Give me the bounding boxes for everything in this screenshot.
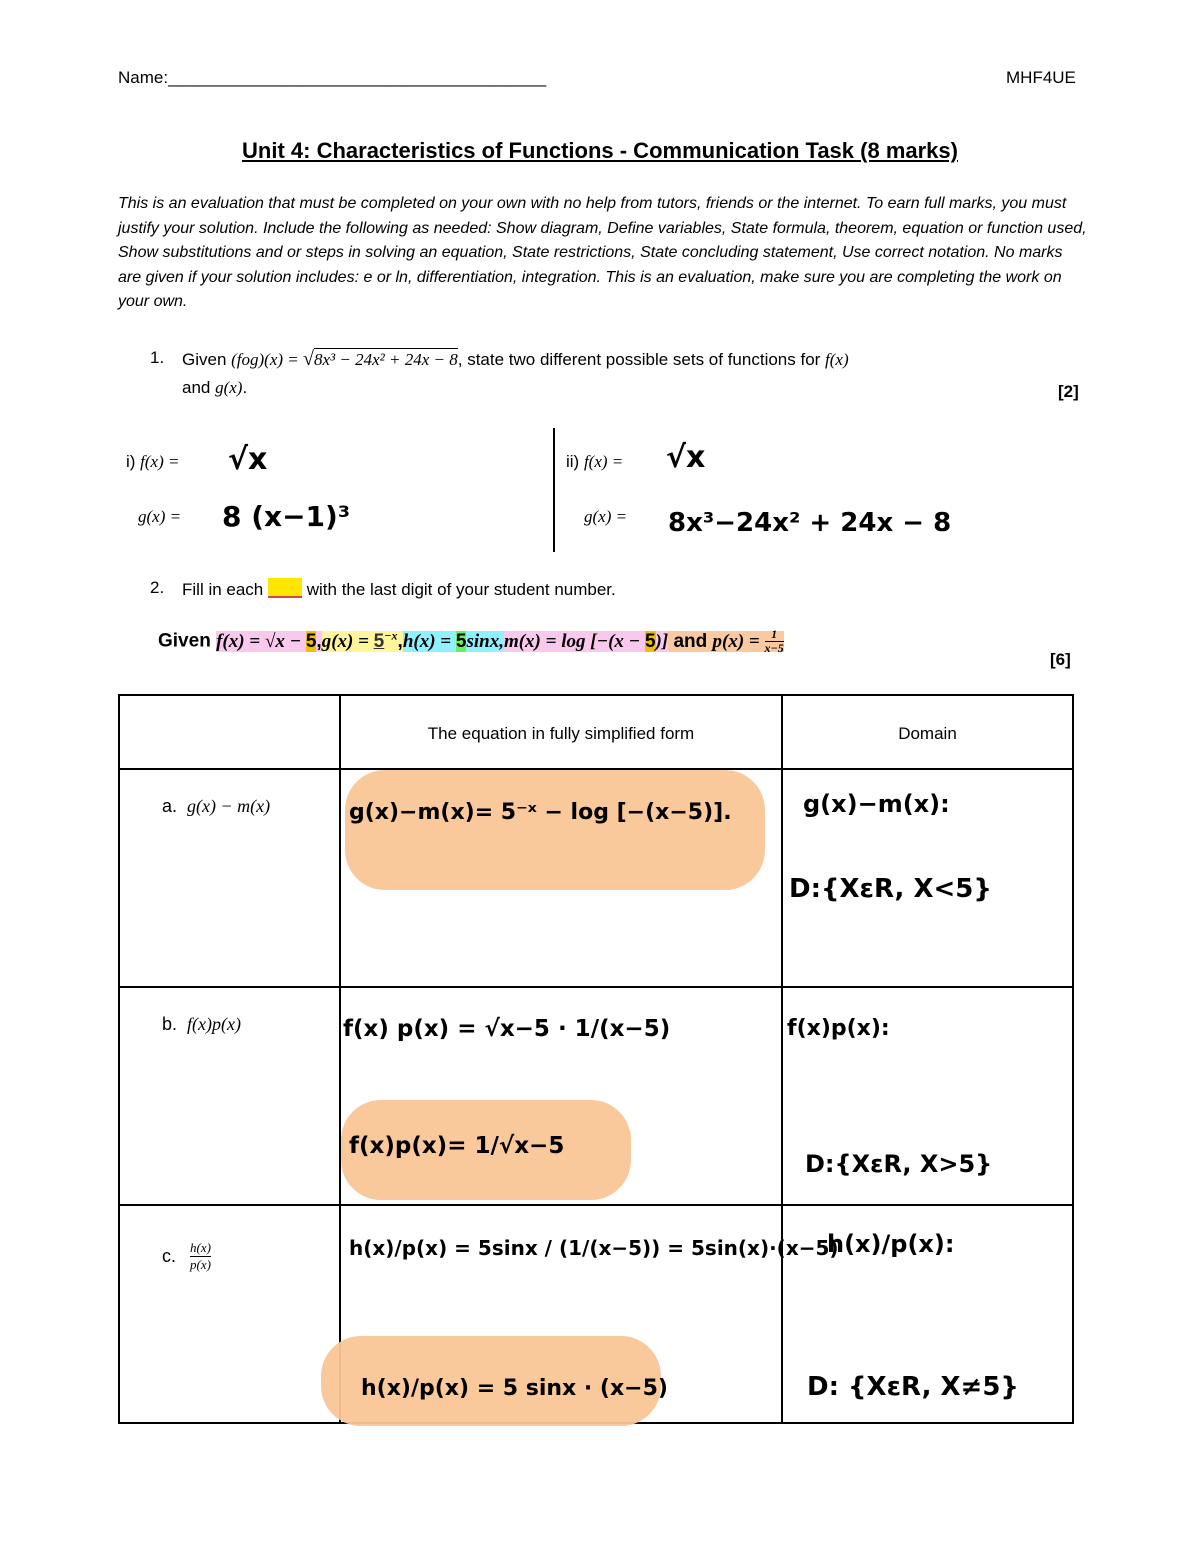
row-b-equation-2: f(x)p(x)= 1/√x−5 (349, 1133, 565, 1159)
q1-gx: g(x) (215, 378, 243, 397)
g-digit: 5 (373, 630, 385, 652)
q1-text-and: and (182, 378, 216, 397)
name-field-label: Name:________________________________________ (118, 68, 547, 87)
question-2-text: Fill in each with the last digit of your student number. (182, 580, 616, 599)
row-c-domain-heading: h(x)/p(x): (827, 1230, 955, 1258)
course-code: MHF4UE (1006, 68, 1076, 87)
m-definition: m(x) = log [−(x − 5)] (503, 630, 669, 652)
f-digit: 5 (305, 630, 317, 652)
set-1-f-label: i) f(x) = (126, 452, 180, 471)
row-b-domain-cell (782, 987, 1073, 1205)
question-1-line-1 (182, 348, 849, 371)
row-b-equation-cell (340, 987, 782, 1205)
answer-table (118, 694, 1074, 1424)
q1-radicand: 8x³ − 24x² + 24x − 8 (314, 350, 458, 369)
table-row (119, 1205, 1073, 1423)
row-b-letter: b. (162, 1014, 178, 1034)
h-definition: h(x) = 5sinx, (402, 630, 504, 652)
set-1-g-label: g(x) = (138, 507, 182, 526)
row-a-equation-cell (340, 769, 782, 987)
question-1-line-2 (182, 378, 247, 398)
row-a-expression: g(x) − m(x) (187, 796, 271, 816)
h-digit: 5 (455, 630, 467, 652)
row-a-domain-heading: g(x)−m(x): (803, 790, 950, 818)
m-digit: 5 (644, 630, 656, 652)
row-b-domain-heading: f(x)p(x): (787, 1016, 890, 1041)
row-a-label-cell (119, 769, 340, 987)
instructions-paragraph: This is an evaluation that must be completed on your own with no help from tutors, friends or the internet. To earn full marks, you must justify your solution. Include the following as needed: Show diagram, Define variables, State formula, theorem, equation or function used, Show substitutions and or steps in solving an equation, State restrictions, State concluding statement, Use correct notation. No marks are given if your solution includes: e or ln, differentiation, integration. This is an evaluation, make sure you are completing the work on your own. (118, 195, 1087, 310)
row-a-domain: D:{XεR, X<5} (789, 874, 992, 904)
set-1-g-answer: 8 (x−1)³ (222, 500, 351, 533)
table-row (119, 987, 1073, 1205)
question-1-number: 1. (150, 348, 165, 367)
table-row (119, 769, 1073, 987)
row-c-equation-1: h(x)/p(x) = 5sinx / (1/(x−5)) = 5sin(x)·(x−5) (349, 1236, 839, 1260)
table-header-row (119, 695, 1073, 769)
set-2-f-label: ii) f(x) = (566, 452, 624, 471)
question-1-marks: [2] (1058, 382, 1079, 401)
answer-divider (553, 428, 555, 552)
row-b-label-cell (119, 987, 340, 1205)
q1-text-state: , state two different possible sets of functions for (457, 350, 826, 369)
row-c-equation-cell (340, 1205, 839, 1423)
question-2-marks: [6] (1050, 650, 1071, 669)
given-word: Given (158, 630, 217, 652)
f-definition: f(x) = √x − 5, (216, 630, 322, 652)
set-2-g-answer: 8x³−24x² + 24x − 8 (668, 508, 952, 538)
given-functions-line (158, 628, 784, 655)
set-1-f-answer: √x (228, 442, 268, 477)
orange-highlight (345, 770, 765, 890)
row-b-equation-1: f(x) p(x) = √x−5 · 1/(x−5) (343, 1016, 671, 1042)
q1-composite: (fog)(x) = (231, 350, 304, 369)
row-a-domain-cell (782, 769, 1073, 987)
row-c-letter: c. (162, 1246, 177, 1266)
row-c-expression: h(x) p(x) (190, 1240, 211, 1272)
page-title: Unit 4: Characteristics of Functions - Communication Task (8 marks) (242, 138, 958, 163)
header-cell-empty (119, 695, 340, 769)
row-a-letter: a. (162, 796, 178, 816)
row-c-label-cell (119, 1205, 340, 1423)
q1-text-given: Given (182, 350, 232, 369)
header-cell-equation: The equation in fully simplified form (340, 695, 782, 769)
row-c-domain: D: {XεR, X≠5} (807, 1372, 1019, 1402)
radical-sign: √ (303, 348, 315, 370)
q1-fx: f(x) (825, 350, 849, 369)
p-fraction: $\frac{1}{x-5}$ (764, 627, 784, 655)
row-b-domain: D:{XεR, X>5} (805, 1150, 993, 1178)
row-b-expression: f(x)p(x) (187, 1014, 241, 1034)
p-definition: and p(x) = $\frac{1}{x-5}$ (668, 627, 784, 655)
set-2-g-label: g(x) = (584, 507, 628, 526)
highlighted-blank (268, 578, 302, 598)
row-a-equation: g(x)−m(x)= 5⁻ˣ − log [−(x−5)]. (349, 800, 732, 825)
q1-text-period: . (242, 378, 248, 397)
row-c-equation-2: h(x)/p(x) = 5 sinx · (x−5) (361, 1376, 668, 1401)
question-2-number: 2. (150, 578, 165, 597)
row-c-domain-cell (782, 1205, 1073, 1423)
g-definition: $g(x) = 5^{-x}$, (321, 628, 403, 652)
set-2-f-answer: √x (666, 440, 706, 475)
header-cell-domain: Domain (782, 695, 1073, 769)
